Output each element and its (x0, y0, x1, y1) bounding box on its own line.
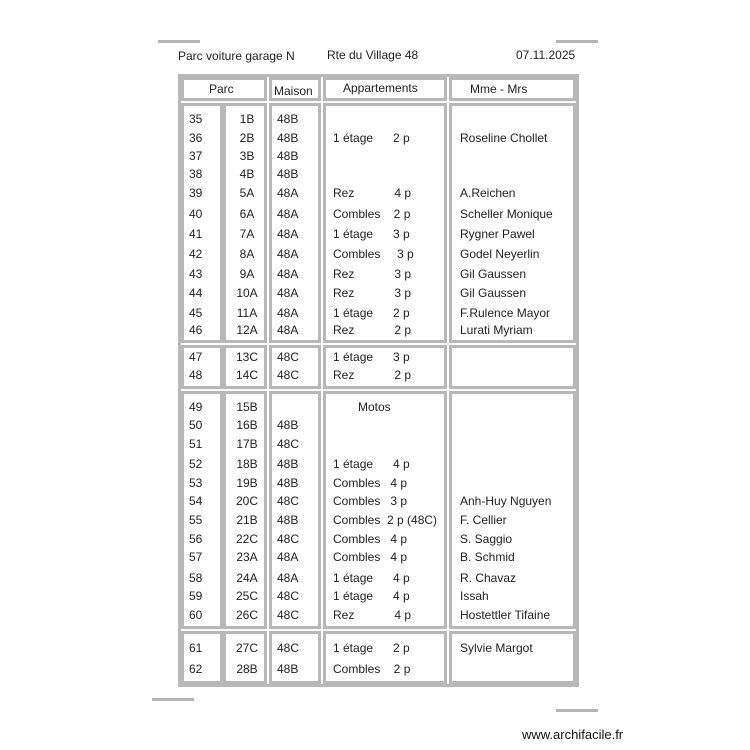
row-apartment: Combles 4 p (333, 550, 408, 564)
row-parc-number: 60 (189, 608, 203, 622)
row-apartment: 1 étage 4 p (333, 589, 410, 603)
row-occupant: Godel Neyerlin (460, 247, 540, 261)
row-occupant: Hostettler Tifaine (460, 608, 551, 622)
row-occupant: Gil Gaussen (460, 286, 527, 300)
row-occupant: S. Saggio (460, 532, 513, 546)
column-header-parc: Parc (209, 82, 234, 96)
row-occupant: Scheller Monique (460, 207, 553, 221)
row-apartment: 1 étage 2 p (333, 641, 410, 655)
row-space-code: 11A (236, 306, 258, 320)
row-space-code: 19B (236, 476, 258, 490)
row-house: 48B (277, 476, 299, 490)
row-house: 48A (277, 267, 299, 281)
row-apartment: 1 étage 3 p (333, 227, 410, 241)
row-occupant: F. Cellier (460, 513, 507, 527)
row-house: 48A (277, 286, 299, 300)
row-parc-number: 44 (189, 286, 203, 300)
row-house: 48B (277, 457, 299, 471)
row-space-code: 6A (239, 207, 255, 221)
row-apartment: 1 étage 4 p (333, 457, 410, 471)
row-parc-number: 53 (189, 476, 203, 490)
document-date: 07.11.2025 (516, 48, 576, 62)
document-title: Parc voiture garage N (178, 49, 295, 63)
row-occupant: R. Chavaz (460, 571, 517, 585)
row-parc-number: 45 (189, 306, 203, 320)
row-apartment: Rez 4 p (333, 608, 412, 622)
row-space-code: 28B (236, 662, 258, 676)
row-space-code: 10A (236, 286, 258, 300)
row-parc-number: 57 (189, 550, 203, 564)
row-space-code: 12A (236, 323, 258, 337)
row-parc-number: 50 (189, 418, 203, 432)
crop-mark-bottom-right (556, 709, 598, 712)
row-house: 48A (277, 323, 299, 337)
row-space-code: 17B (236, 437, 258, 451)
row-space-code: 1B (239, 112, 255, 126)
row-parc-number: 49 (189, 400, 203, 414)
row-space-code: 25C (235, 589, 258, 603)
row-parc-number: 48 (189, 368, 203, 382)
document-address: Rte du Village 48 (327, 48, 419, 62)
row-house: 48C (277, 641, 300, 655)
row-space-code: 24A (236, 571, 258, 585)
row-house: 48B (277, 418, 299, 432)
row-house: 48A (277, 247, 299, 261)
section2-col-nom (449, 345, 576, 389)
row-space-code: 13C (235, 350, 258, 364)
column-header-occupant: Mme - Mrs (470, 82, 528, 96)
row-occupant: Gil Gaussen (460, 267, 527, 281)
row-house: 48C (277, 494, 300, 508)
row-apartment: Motos (358, 400, 391, 414)
row-parc-number: 46 (189, 323, 203, 337)
row-house: 48A (277, 571, 299, 585)
row-apartment: Combles 3 p (333, 247, 414, 261)
footer-watermark: www.archifacile.fr (522, 727, 624, 742)
row-space-code: 27C (235, 641, 258, 655)
row-house: 48B (277, 149, 299, 163)
row-space-code: 7A (239, 227, 255, 241)
row-space-code: 9A (239, 267, 255, 281)
row-house: 48B (277, 513, 299, 527)
row-house: 48C (277, 532, 300, 546)
column-header-maison: Maison (274, 84, 313, 98)
row-parc-number: 59 (189, 589, 203, 603)
row-house: 48A (277, 306, 299, 320)
row-apartment: Rez 4 p (333, 186, 412, 200)
row-occupant: Issah (460, 589, 489, 603)
row-space-code: 26C (235, 608, 258, 622)
row-parc-number: 61 (189, 641, 203, 655)
row-apartment: 1 étage 3 p (333, 350, 410, 364)
crop-mark-bottom-left (152, 698, 194, 701)
row-parc-number: 54 (189, 494, 203, 508)
row-apartment: Combles 4 p (333, 476, 408, 490)
row-space-code: 3B (239, 149, 255, 163)
row-house: 48B (277, 131, 299, 145)
row-space-code: 16B (236, 418, 258, 432)
row-house: 48B (277, 662, 299, 676)
row-space-code: 14C (235, 368, 258, 382)
column-header-appartements: Appartements (343, 81, 418, 95)
row-apartment: Combles 2 p (333, 207, 411, 221)
row-parc-number: 58 (189, 571, 203, 585)
row-apartment: Rez 2 p (333, 368, 412, 382)
row-space-code: 23A (236, 550, 258, 564)
row-occupant: Lurati Myriam (460, 323, 533, 337)
row-house: 48B (277, 112, 299, 126)
row-parc-number: 39 (189, 186, 203, 200)
row-parc-number: 52 (189, 457, 203, 471)
row-house: 48A (277, 227, 299, 241)
crop-mark-top-left (158, 40, 200, 43)
row-house: 48C (277, 608, 300, 622)
row-house: 48C (277, 437, 300, 451)
row-house: 48A (277, 186, 299, 200)
row-apartment: 1 étage 2 p (333, 306, 410, 320)
row-occupant: F.Rulence Mayor (460, 306, 551, 320)
row-space-code: 5A (239, 186, 255, 200)
row-space-code: 4B (239, 167, 255, 181)
row-occupant: Anh-Huy Nguyen (460, 494, 552, 508)
row-house: 48A (277, 207, 299, 221)
row-occupant: Rygner Pawel (460, 227, 535, 241)
crop-mark-top-right (556, 40, 598, 43)
row-apartment: 1 étage 2 p (333, 131, 410, 145)
row-occupant: Sylvie Margot (460, 641, 533, 655)
row-parc-number: 62 (189, 662, 203, 676)
row-apartment: Combles 4 p (333, 532, 408, 546)
row-apartment: Rez 2 p (333, 323, 412, 337)
row-apartment: Combles 3 p (333, 494, 408, 508)
row-space-code: 22C (235, 532, 258, 546)
section4-col-maison (269, 631, 321, 684)
row-parc-number: 41 (189, 227, 203, 241)
section4-col-app (323, 631, 447, 684)
row-house: 48C (277, 350, 300, 364)
row-apartment: Rez 3 p (333, 286, 412, 300)
row-house: 48C (277, 368, 300, 382)
row-parc-number: 36 (189, 131, 203, 145)
row-space-code: 2B (239, 131, 255, 145)
row-occupant: A.Reichen (460, 186, 516, 200)
section4-col-parc (181, 631, 223, 684)
row-apartment: Rez 3 p (333, 267, 412, 281)
row-parc-number: 51 (189, 437, 203, 451)
row-house: 48B (277, 167, 299, 181)
row-space-code: 20C (235, 494, 258, 508)
row-parc-number: 43 (189, 267, 203, 281)
row-parc-number: 38 (189, 167, 203, 181)
row-apartment: 1 étage 4 p (333, 571, 410, 585)
row-parc-number: 47 (189, 350, 203, 364)
row-space-code: 15B (236, 400, 258, 414)
row-parc-number: 40 (189, 207, 203, 221)
row-occupant: Roseline Chollet (460, 131, 548, 145)
row-space-code: 8A (239, 247, 255, 261)
row-house: 48A (277, 550, 299, 564)
row-space-code: 18B (236, 457, 258, 471)
section4-col-num (223, 631, 267, 684)
section4-col-nom (449, 631, 576, 684)
row-apartment: Combles 2 p (48C) (333, 513, 438, 527)
row-apartment: Combles 2 p (333, 662, 411, 676)
row-parc-number: 35 (189, 112, 203, 126)
row-occupant: B. Schmid (460, 550, 515, 564)
row-parc-number: 37 (189, 149, 203, 163)
row-parc-number: 55 (189, 513, 203, 527)
row-space-code: 21B (236, 513, 258, 527)
row-parc-number: 42 (189, 247, 203, 261)
row-parc-number: 56 (189, 532, 203, 546)
row-house: 48C (277, 589, 300, 603)
